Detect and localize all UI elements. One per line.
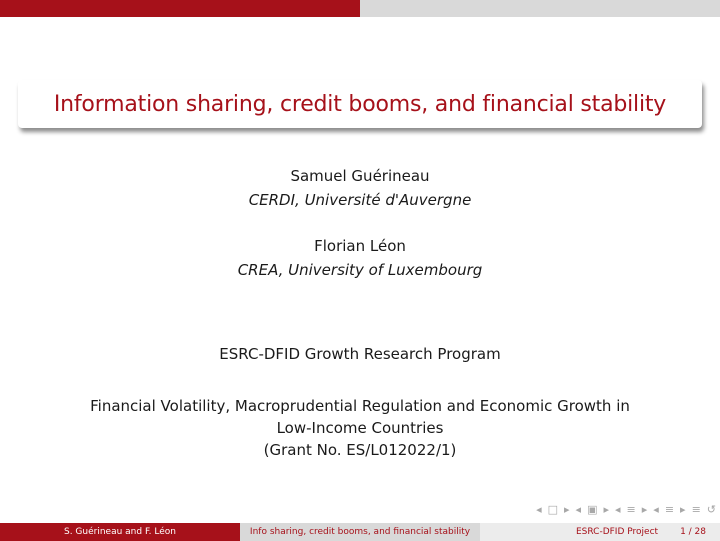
author-2-affiliation: CREA, University of Luxembourg [237,261,483,279]
project-title-line-2: Low-Income Countries [276,419,444,437]
author-2-name: Florian Léon [314,237,406,255]
header-bar-gray [360,0,720,17]
footer-project [480,523,720,541]
footer-title-text: Info sharing, credit booms, and financial stability [249,527,471,537]
undo-icon[interactable]: ↺ [706,503,716,516]
project-title-line-1: Financial Volatility, Macroprudential Regulation and Economic Growth in [90,397,630,415]
slide-icon: □ [547,503,558,516]
footer-authors [0,523,240,541]
slide-next-icon[interactable]: ▸ [564,503,570,516]
slide-prev-icon[interactable]: ◂ [536,503,542,516]
subsection-prev-icon[interactable]: ◂ [653,503,659,516]
top-header-bar [0,0,720,17]
section-icon: ≡ [626,503,636,516]
section-prev-icon[interactable]: ◂ [615,503,621,516]
beamer-navigation-symbols [450,503,716,517]
footer-title [240,523,480,541]
title-box [18,80,702,128]
program-name: ESRC-DFID Growth Research Program [219,345,501,363]
subsection-icon: ≡ [664,503,675,516]
section-next-icon[interactable]: ▸ [641,503,648,516]
align-icon[interactable]: ≡ [691,503,701,516]
frame-prev-icon[interactable]: ◂ [575,503,582,516]
footer-page-number: 1 / 28 [680,527,706,537]
author-1-name: Samuel Guérineau [290,167,430,185]
header-bar-red [0,0,360,17]
slide-title: Information sharing, credit booms, and financial stability [53,91,667,117]
frame-next-icon[interactable]: ▸ [603,503,609,516]
footer-authors-text: S. Guérineau and F. Léon [63,527,177,537]
footer-project-text: ESRC-DFID Project [575,527,659,537]
subsection-next-icon[interactable]: ▸ [680,503,686,516]
frame-icon: ▣ [587,503,598,516]
author-1-affiliation: CERDI, Université d'Auvergne [248,191,472,209]
grant-number: (Grant No. ES/L012022/1) [263,441,457,459]
footer-bar [0,523,720,541]
